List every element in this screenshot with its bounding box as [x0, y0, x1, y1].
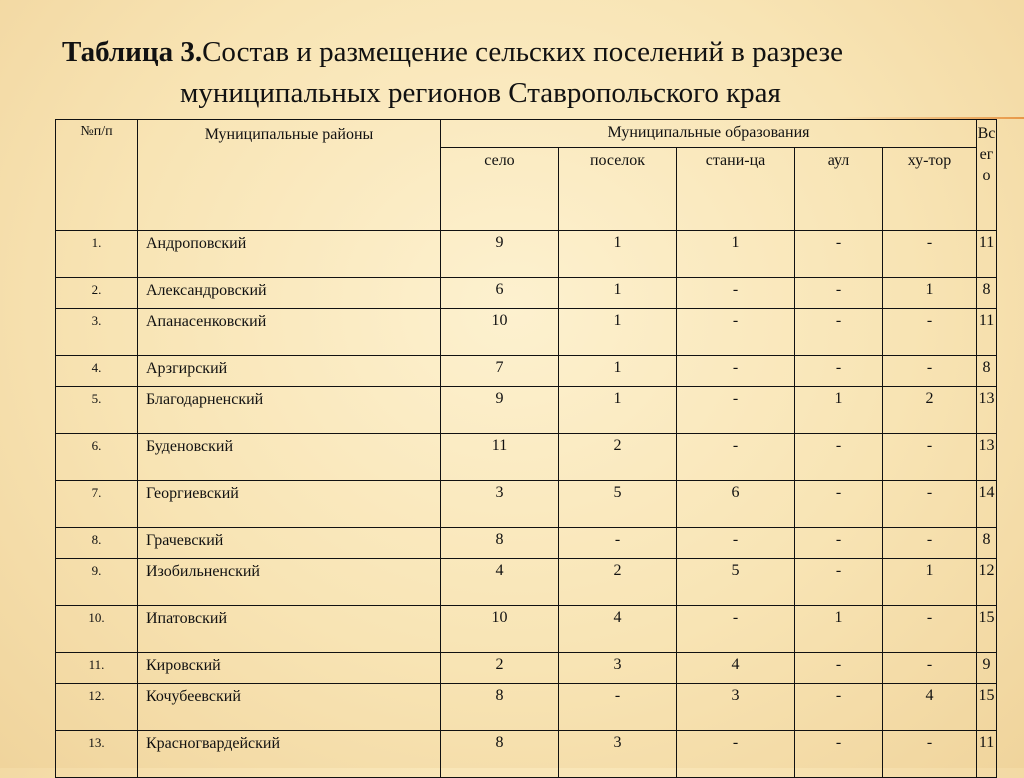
cell-poselok: 1: [559, 387, 677, 434]
cell-selo: 8: [441, 528, 559, 559]
row-number: 12.: [56, 684, 138, 731]
table-row: [56, 434, 997, 481]
cell-stanitsa: 3: [677, 684, 795, 731]
cell-stanitsa: -: [677, 528, 795, 559]
cell-aul: -: [795, 309, 883, 356]
cell-total: 12: [977, 559, 997, 606]
cell-aul: -: [795, 356, 883, 387]
row-number: 13.: [56, 731, 138, 778]
cell-khutor: -: [883, 528, 977, 559]
row-number: 7.: [56, 481, 138, 528]
cell-poselok: 2: [559, 434, 677, 481]
cell-total: 8: [977, 278, 997, 309]
cell-poselok: -: [559, 528, 677, 559]
cell-total: 13: [977, 434, 997, 481]
cell-aul: -: [795, 559, 883, 606]
district-name: Апанасенковский: [138, 309, 441, 356]
district-name: Кировский: [138, 653, 441, 684]
cell-aul: -: [795, 481, 883, 528]
slide-title: [62, 32, 1002, 114]
cell-stanitsa: -: [677, 731, 795, 778]
cell-aul: -: [795, 528, 883, 559]
title-prefix: Таблица 3.: [62, 36, 203, 68]
district-name: Благодарненский: [138, 387, 441, 434]
cell-poselok: 4: [559, 606, 677, 653]
district-name: Изобильненский: [138, 559, 441, 606]
district-name: Ипатовский: [138, 606, 441, 653]
table-row: [56, 653, 997, 684]
cell-selo: 6: [441, 278, 559, 309]
row-number: 6.: [56, 434, 138, 481]
table-row: [56, 528, 997, 559]
header-selo: село: [441, 148, 559, 231]
table-row: [56, 309, 997, 356]
cell-stanitsa: -: [677, 309, 795, 356]
cell-poselok: 1: [559, 231, 677, 278]
cell-aul: 1: [795, 606, 883, 653]
cell-total: 11: [977, 731, 997, 778]
cell-selo: 8: [441, 731, 559, 778]
cell-khutor: -: [883, 481, 977, 528]
cell-aul: -: [795, 434, 883, 481]
cell-selo: 7: [441, 356, 559, 387]
row-number: 8.: [56, 528, 138, 559]
cell-khutor: -: [883, 356, 977, 387]
cell-khutor: 2: [883, 387, 977, 434]
cell-total: 15: [977, 684, 997, 731]
district-name: Красногвардейский: [138, 731, 441, 778]
table-row: [56, 684, 997, 731]
table-row: [56, 481, 997, 528]
table-row: [56, 231, 997, 278]
cell-khutor: -: [883, 653, 977, 684]
cell-khutor: -: [883, 231, 977, 278]
table-body: [56, 231, 997, 778]
cell-total: 11: [977, 309, 997, 356]
row-number: 4.: [56, 356, 138, 387]
cell-total: 15: [977, 606, 997, 653]
district-name: Буденовский: [138, 434, 441, 481]
cell-poselok: 1: [559, 278, 677, 309]
row-number: 5.: [56, 387, 138, 434]
cell-selo: 9: [441, 387, 559, 434]
cell-total: 9: [977, 653, 997, 684]
cell-khutor: 1: [883, 559, 977, 606]
header-khutor: ху-тор: [883, 148, 977, 231]
cell-aul: -: [795, 278, 883, 309]
header-municipal-formations: Муниципальные образования: [441, 120, 977, 148]
cell-stanitsa: 5: [677, 559, 795, 606]
cell-stanitsa: -: [677, 434, 795, 481]
row-number: 9.: [56, 559, 138, 606]
header-num: №п/п: [56, 120, 138, 231]
cell-khutor: -: [883, 606, 977, 653]
district-name: Арзгирский: [138, 356, 441, 387]
row-number: 1.: [56, 231, 138, 278]
cell-total: 8: [977, 528, 997, 559]
cell-poselok: 1: [559, 356, 677, 387]
district-name: Грачевский: [138, 528, 441, 559]
cell-stanitsa: -: [677, 356, 795, 387]
cell-stanitsa: 1: [677, 231, 795, 278]
district-name: Кочубеевский: [138, 684, 441, 731]
cell-total: 13: [977, 387, 997, 434]
header-stanitsa: стани-ца: [677, 148, 795, 231]
cell-aul: 1: [795, 387, 883, 434]
cell-khutor: -: [883, 309, 977, 356]
cell-selo: 10: [441, 606, 559, 653]
cell-khutor: 4: [883, 684, 977, 731]
header-aul: аул: [795, 148, 883, 231]
cell-selo: 3: [441, 481, 559, 528]
cell-stanitsa: 4: [677, 653, 795, 684]
cell-khutor: -: [883, 731, 977, 778]
row-number: 3.: [56, 309, 138, 356]
title-text-1: Состав и размещение сельских поселений в разрезе: [202, 36, 843, 68]
cell-aul: -: [795, 231, 883, 278]
table-row: [56, 387, 997, 434]
district-name: Георгиевский: [138, 481, 441, 528]
cell-selo: 4: [441, 559, 559, 606]
title-line-1: [62, 32, 1002, 73]
row-number: 2.: [56, 278, 138, 309]
cell-stanitsa: -: [677, 278, 795, 309]
cell-selo: 2: [441, 653, 559, 684]
cell-selo: 8: [441, 684, 559, 731]
settlements-table: [55, 119, 997, 778]
table-row: [56, 559, 997, 606]
cell-poselok: 3: [559, 731, 677, 778]
header-district: Муниципальные районы: [138, 120, 441, 231]
district-name: Андроповский: [138, 231, 441, 278]
cell-poselok: -: [559, 684, 677, 731]
cell-stanitsa: -: [677, 387, 795, 434]
cell-total: 11: [977, 231, 997, 278]
cell-poselok: 1: [559, 309, 677, 356]
table-row: [56, 278, 997, 309]
cell-poselok: 2: [559, 559, 677, 606]
table-row: [56, 606, 997, 653]
cell-selo: 10: [441, 309, 559, 356]
cell-selo: 11: [441, 434, 559, 481]
cell-poselok: 5: [559, 481, 677, 528]
row-number: 11.: [56, 653, 138, 684]
table-row: [56, 731, 997, 778]
cell-stanitsa: 6: [677, 481, 795, 528]
header-poselok: поселок: [559, 148, 677, 231]
table-row: [56, 356, 997, 387]
cell-aul: -: [795, 684, 883, 731]
row-number: 10.: [56, 606, 138, 653]
cell-total: 8: [977, 356, 997, 387]
cell-selo: 9: [441, 231, 559, 278]
header-total: Всего: [977, 120, 997, 231]
district-name: Александровский: [138, 278, 441, 309]
cell-total: 14: [977, 481, 997, 528]
cell-stanitsa: -: [677, 606, 795, 653]
cell-aul: -: [795, 731, 883, 778]
cell-aul: -: [795, 653, 883, 684]
title-line-2: муниципальных регионов Ставропольского края: [180, 77, 781, 109]
cell-khutor: 1: [883, 278, 977, 309]
cell-poselok: 3: [559, 653, 677, 684]
cell-khutor: -: [883, 434, 977, 481]
